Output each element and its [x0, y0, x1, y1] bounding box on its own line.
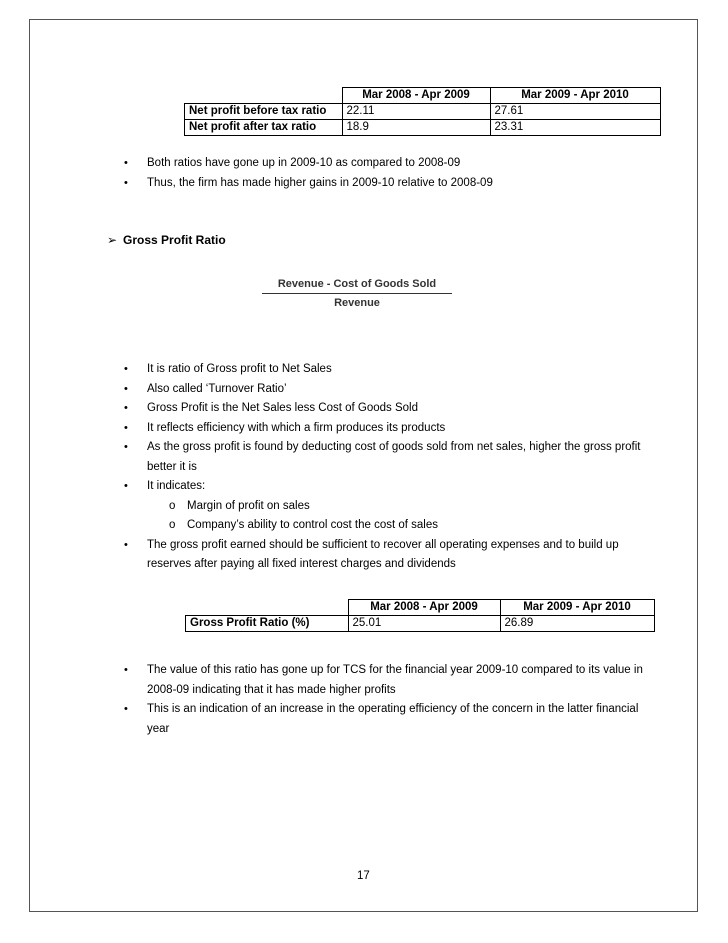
bullet-icon: •: [124, 363, 128, 375]
row-label: Gross Profit Ratio (%): [186, 616, 349, 632]
indications-sublist: [147, 497, 651, 536]
column-header: Mar 2009 - Apr 2010: [490, 88, 660, 104]
bullet-icon: •: [124, 538, 128, 551]
list-item: • As the gross profit is found by deducting cost of goods sold from net sales, higher the gross profit better it is: [121, 438, 651, 477]
ratio-observations-list: [121, 154, 661, 193]
bullet-icon: •: [124, 382, 128, 395]
list-item: • The gross profit earned should be sufficient to recover all operating expenses and to build up reserves after paying all fixed interest charges and dividends: [121, 536, 651, 575]
sub-list-item: o Company’s ability to control cost the cost of sales: [147, 516, 651, 536]
bullet-icon: •: [124, 664, 128, 676]
table-corner-cell: [186, 600, 349, 616]
table-corner-cell: [185, 88, 343, 104]
table-row: [185, 120, 661, 136]
row-label: Net profit before tax ratio: [185, 104, 343, 120]
section-title: Gross Profit Ratio: [123, 233, 226, 247]
list-item: • It is ratio of Gross profit to Net Sales: [121, 360, 651, 380]
sub-bullet-icon: o: [169, 499, 176, 512]
list-item: • Gross Profit is the Net Sales less Cost of Goods Sold: [121, 399, 651, 419]
table-cell: 18.9: [342, 120, 490, 136]
bullet-icon: •: [124, 157, 128, 169]
list-item: • This is an indication of an increase in the operating efficiency of the concern in the latter financial year: [121, 700, 651, 739]
gross-profit-ratio-table: [185, 599, 655, 632]
bullet-icon: •: [124, 480, 128, 492]
list-item: • Also called ‘Turnover Ratio’: [121, 380, 651, 400]
formula-denominator: Revenue: [334, 297, 380, 309]
list-item: • The value of this ratio has gone up for TCS for the financial year 2009-10 compared to its value in 2008-09 indicating that it has made higher profits: [121, 661, 651, 700]
sub-bullet-icon: o: [169, 519, 176, 531]
table-header-row: [185, 88, 661, 104]
bullet-icon: •: [124, 703, 128, 715]
column-header: Mar 2008 - Apr 2009: [342, 88, 490, 104]
table-header-row: [186, 600, 655, 616]
table-cell: 27.61: [490, 104, 660, 120]
formula-numerator: Revenue - Cost of Goods Sold: [262, 278, 452, 294]
arrow-bullet-icon: ➢: [107, 233, 118, 247]
column-header: Mar 2009 - Apr 2010: [500, 600, 654, 616]
section-heading: [107, 233, 226, 247]
bullet-icon: •: [124, 402, 128, 414]
table-row: [185, 104, 661, 120]
net-profit-ratio-table: [184, 87, 661, 136]
table-cell: 26.89: [500, 616, 654, 632]
bullet-icon: •: [124, 441, 128, 453]
list-item: • Both ratios have gone up in 2009-10 as compared to 2008-09: [121, 154, 661, 174]
column-header: Mar 2008 - Apr 2009: [348, 600, 500, 616]
table-cell: 23.31: [490, 120, 660, 136]
list-item: • Thus, the firm has made higher gains in 2009-10 relative to 2008-09: [121, 174, 661, 194]
bullet-icon: •: [124, 421, 128, 434]
page-number: 17: [357, 870, 370, 882]
list-item: • It indicates: o Margin of profit on sales o Company’s ability to control cost the cost of sales: [121, 477, 651, 536]
tcs-observations-list: [121, 661, 651, 739]
table-row: [186, 616, 655, 632]
table-cell: 25.01: [348, 616, 500, 632]
gross-profit-description-list: [121, 360, 651, 575]
sub-list-item: o Margin of profit on sales: [147, 497, 651, 517]
list-item: • It reflects efficiency with which a firm produces its products: [121, 419, 651, 439]
bullet-icon: •: [124, 176, 128, 189]
table-cell: 22.11: [342, 104, 490, 120]
gross-profit-formula: [262, 278, 452, 309]
row-label: Net profit after tax ratio: [185, 120, 343, 136]
